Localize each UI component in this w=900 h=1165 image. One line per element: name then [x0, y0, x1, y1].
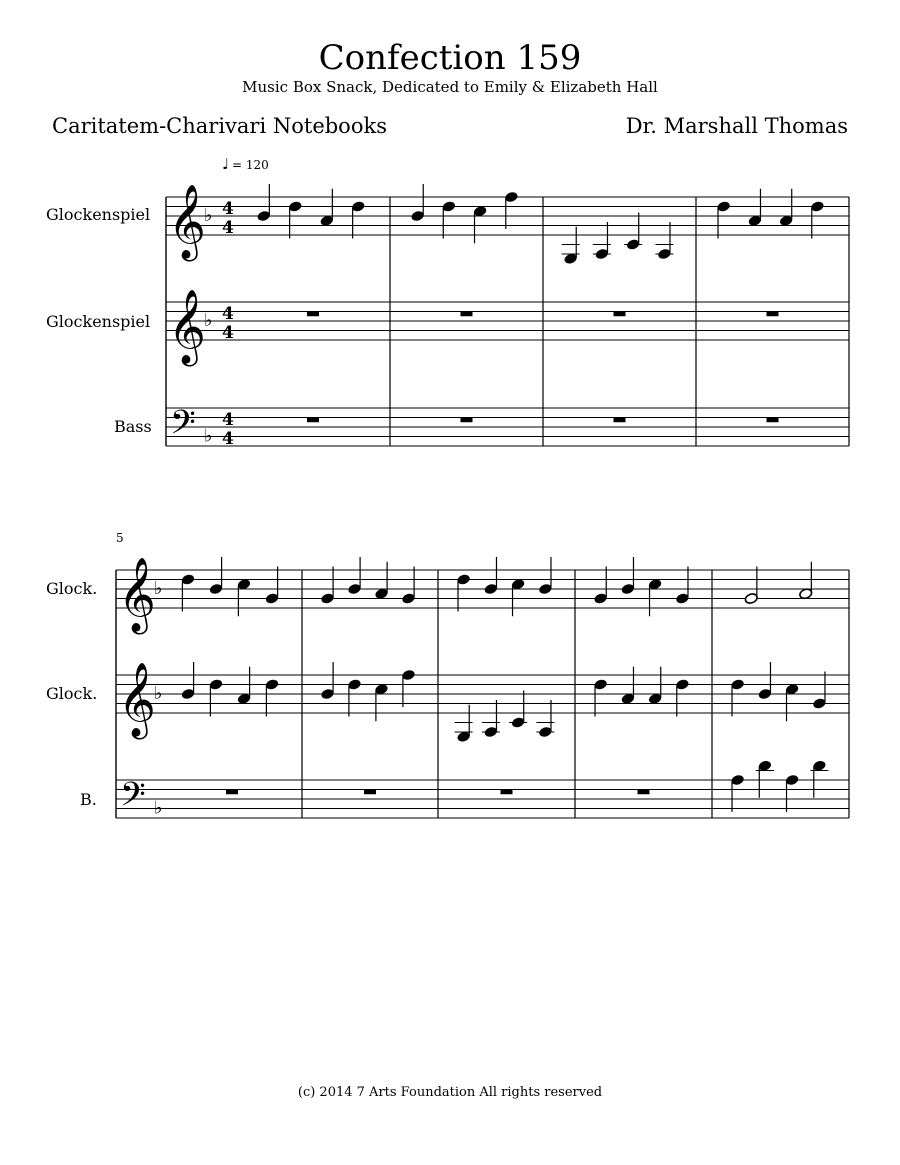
quarter-note-icon — [265, 678, 279, 690]
whole-rest-icon — [614, 312, 626, 317]
treble-clef-icon: 𝄞 — [168, 290, 206, 364]
instrument-label: Glockenspiel — [46, 312, 151, 331]
instrument-label: Glock. — [46, 684, 98, 703]
quarter-note-icon — [621, 583, 635, 595]
whole-rest-icon — [461, 418, 473, 423]
whole-rest-icon — [307, 312, 319, 317]
flat-sign-icon: ♭ — [154, 797, 163, 819]
flat-sign-icon: ♭ — [154, 683, 163, 704]
quarter-note-icon — [347, 678, 361, 690]
quarter-note-icon — [484, 583, 498, 595]
whole-rest-icon — [614, 418, 626, 423]
flat-sign-icon: ♭ — [204, 310, 213, 331]
quarter-note-icon — [810, 200, 824, 212]
quarter-note-icon — [457, 573, 471, 585]
quarter-note-icon — [538, 583, 552, 595]
half-note-icon — [744, 592, 758, 604]
quarter-note-icon — [717, 200, 731, 212]
quarter-note-icon — [181, 573, 195, 585]
quarter-note-icon — [288, 200, 302, 212]
quarter-note-icon — [209, 583, 223, 595]
copyright-notice: (c) 2014 7 Arts Foundation All rights reserved — [297, 1085, 603, 1100]
time-signature-top: 4 — [222, 199, 234, 219]
whole-rest-icon — [364, 790, 376, 795]
whole-rest-icon — [226, 790, 238, 795]
instrument-label: Bass — [114, 417, 152, 436]
quarter-note-icon — [812, 697, 826, 709]
time-signature-top: 4 — [222, 410, 234, 430]
quarter-note-icon — [265, 592, 279, 604]
quarter-note-icon — [731, 678, 745, 690]
time-signature-bottom: 4 — [222, 218, 234, 238]
quarter-note-icon — [731, 774, 745, 786]
quarter-note-icon — [785, 774, 799, 786]
quarter-note-icon — [484, 726, 498, 738]
quarter-note-icon — [504, 191, 518, 203]
quarter-note-icon — [257, 210, 271, 222]
score-subtitle: Music Box Snack, Dedicated to Emily & Elizabeth Hall — [242, 78, 658, 96]
time-signature-bottom: 4 — [222, 429, 234, 449]
flat-sign-icon: ♭ — [204, 425, 213, 447]
tempo-value: = 120 — [232, 158, 269, 172]
quarter-note-icon — [675, 678, 689, 690]
quarter-note-icon — [511, 716, 525, 728]
whole-rest-icon — [461, 312, 473, 317]
quarter-note-icon — [401, 669, 415, 681]
instrument-label: B. — [80, 790, 97, 809]
treble-clef-icon: 𝄞 — [118, 663, 156, 737]
quarter-note-icon — [320, 592, 334, 604]
quarter-note-icon — [181, 688, 195, 700]
quarter-note-icon — [594, 678, 608, 690]
flat-sign-icon: ♭ — [204, 205, 213, 226]
tempo-note-symbol: ♩ — [222, 155, 230, 173]
whole-rest-icon — [767, 418, 779, 423]
measure-number: 5 — [116, 531, 124, 545]
score-title: Confection 159 — [318, 38, 582, 78]
bass-clef-icon: 𝄢 — [120, 776, 146, 822]
instrument-label: Glock. — [46, 579, 98, 598]
composer-credit: Dr. Marshall Thomas — [625, 114, 848, 138]
whole-rest-icon — [501, 790, 513, 795]
treble-clef-icon: 𝄞 — [118, 558, 156, 632]
quarter-note-icon — [758, 688, 772, 700]
quarter-note-icon — [595, 248, 609, 260]
whole-rest-icon — [307, 418, 319, 423]
quarter-note-icon — [347, 583, 361, 595]
publisher-credit: Caritatem-Charivari Notebooks — [52, 114, 387, 138]
treble-clef-icon: 𝄞 — [168, 185, 206, 259]
instrument-label: Glockenspiel — [46, 205, 151, 224]
quarter-note-icon — [594, 592, 608, 604]
quarter-note-icon — [442, 200, 456, 212]
flat-sign-icon: ♭ — [154, 578, 163, 599]
whole-rest-icon — [767, 312, 779, 317]
quarter-note-icon — [401, 592, 415, 604]
quarter-note-icon — [657, 248, 671, 260]
quarter-note-icon — [675, 592, 689, 604]
time-signature-bottom: 4 — [222, 323, 234, 343]
quarter-note-icon — [351, 200, 365, 212]
quarter-note-icon — [411, 210, 425, 222]
bass-clef-icon: 𝄢 — [170, 404, 196, 450]
quarter-note-icon — [626, 238, 640, 250]
whole-rest-icon — [638, 790, 650, 795]
quarter-note-icon — [538, 726, 552, 738]
quarter-note-icon — [209, 678, 223, 690]
time-signature-top: 4 — [222, 304, 234, 324]
notation-layer — [116, 184, 849, 822]
quarter-note-icon — [320, 688, 334, 700]
